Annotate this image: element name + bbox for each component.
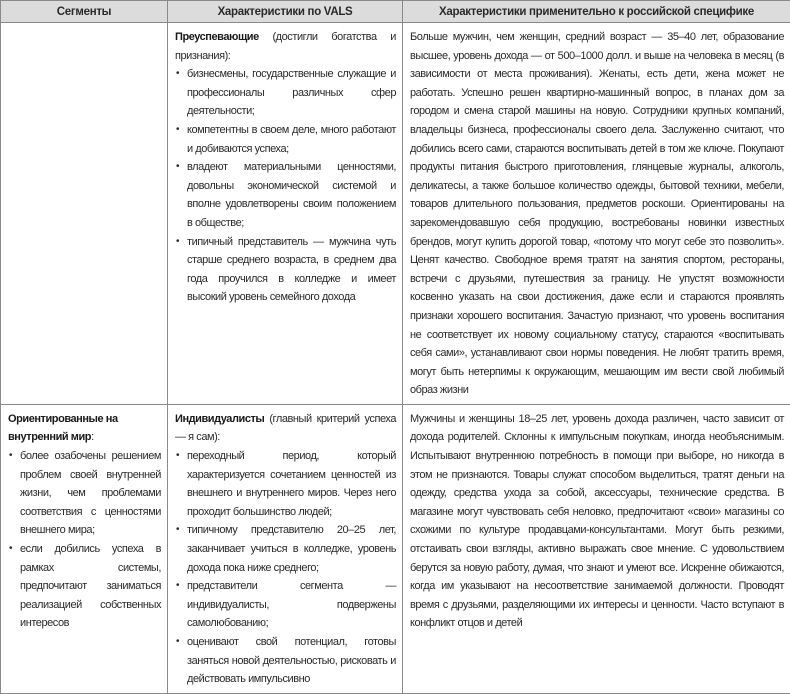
russia-cell: Мужчины и женщины 18–25 лет, уровень дохода различен, часто зависит от дохода родителей. Склонны к импульсным покупкам, иногда необъяснимым. Испытывают внутреннюю потребность в помощи при выборе, но никогда в этом не признаются. Товары служат способом выделиться, тратят деньги на одежду, средства ухода за собой, аксессуары, технические средства. В магазине могут чувствовать себя неловко, предпочитают «свои» магазины со схожими по культуре продавцами-консультантами. Могут быть резкими, отстаивать свои взгляды, активно выражать свое мнение. С удовольствием берутся за новую работу, думая, что знают и умеют все. Искренне обижаются, когда им указывают на несоответствие занимаемой должности. Проводят время с друзьями, разделяющими их интересы и ценности. Часто вступают в конфликт отцов и детей bbox=[403, 404, 790, 693]
list-item: • компетентны в своем деле, много работают и добиваются успеха; bbox=[175, 121, 396, 158]
list-item: • если добились успеха в рамках системы, предпочитают заниматься реализацией собственных интересов bbox=[8, 540, 161, 633]
header-russia: Характеристики применительно к российской специфике bbox=[403, 1, 790, 23]
header-segments: Сегменты bbox=[1, 1, 168, 23]
list-item: • более озабочены решением проблем своей внутренней жизни, чем проблемами соответствия с ценностями внешнего мира; bbox=[8, 447, 161, 540]
vals-cell bbox=[168, 404, 403, 693]
vals-title: Преуспевающие bbox=[175, 31, 259, 43]
list-item: • бизнесмены, государственные служащие и профессионалы различных сфер деятельности; bbox=[175, 65, 396, 121]
segment-cell bbox=[1, 404, 168, 693]
list-item: • представители сегмента — индивидуалисты, подвержены самолюбованию; bbox=[175, 577, 396, 633]
header-vals: Характеристики по VALS bbox=[168, 1, 403, 23]
list-item: • оценивают свой потенциал, готовы заняться новой деятельностью, рисковать и действовать импульсивно bbox=[175, 633, 396, 689]
table-row bbox=[1, 23, 790, 405]
list-item: • типичному представителю 20–25 лет, заканчивает учиться в колледже, уровень дохода пока ниже среднего; bbox=[175, 521, 396, 577]
vals-heading bbox=[175, 28, 396, 65]
segment-cell bbox=[1, 23, 168, 405]
list-item: • типичный представитель — мужчина чуть старше среднего возраста, в среднем два года проучился в колледже и имеет высокий уровень семейного дохода bbox=[175, 233, 396, 307]
vals-list bbox=[175, 65, 396, 307]
list-item: • переходный период, который характеризуется сочетанием ценностей из внешнего и внутреннего миров. Через него проходит большинство людей; bbox=[175, 447, 396, 521]
vals-note: (достигли богатства и признания): bbox=[175, 31, 396, 62]
header-row bbox=[1, 1, 790, 23]
segment-list bbox=[8, 447, 161, 633]
list-item: • владеют материальными ценностями, довольны экономической системой и вполне удовлетворены своим положением в обществе; bbox=[175, 158, 396, 232]
segment-title: Ориентированные на внутренний мир bbox=[8, 413, 118, 444]
vals-list bbox=[175, 447, 396, 689]
vals-cell bbox=[168, 23, 403, 405]
vals-heading bbox=[175, 410, 396, 447]
vals-note: (главный критерий успеха — я сам): bbox=[175, 413, 396, 444]
table-row bbox=[1, 404, 790, 693]
segment-note: : bbox=[91, 431, 94, 443]
vals-title: Индивидуалисты bbox=[175, 413, 264, 425]
russia-cell: Больше мужчин, чем женщин, средний возраст — 35–40 лет, образование высшее, уровень дохода — от 500–1000 долл. и выше на человека в месяц (в зависимости от места проживания). Женаты, есть дети, жена может не работать. Успешно решен квартирно-машинный вопрос, в планах дом за городом и смена старой машины на новую. Сотрудники крупных компаний, владельцы бизнеса, профессионалы своего дела. Заслуженно считают, что добились всего сами, стараются воспитывать детей в том же ключе. Покупают продукты питания быстрого приготовления, глянцевые журналы, алкоголь, деликатесы, а также большое количество одежды, бытовой техники, мебели, товаров длительного пользования, предметов роскоши. Ориентированы на зарекомендовавшую себя продукцию, востребованы новинки известных брендов, могут купить дорогой товар, «потому что могут себе это позволить». Ценят качество. Свободное время тратят на занятия спортом, рестораны, встречи с друзьями, путешествия за границу. Не упустят возможности косвенно указать на свои достижения, даже если и стараются проявлять признаки хорошего воспитания. Зачастую признают, что уровень воспитания не соответствует их новому социальному статусу, стараются «воспитывать себя сами», устанавливают свои нормы поведения. Не любят тратить время, могут быть нетерпимы к окружающим, мешающим им вести свой любимый образ жизни bbox=[403, 23, 790, 405]
segment-heading bbox=[8, 410, 161, 447]
